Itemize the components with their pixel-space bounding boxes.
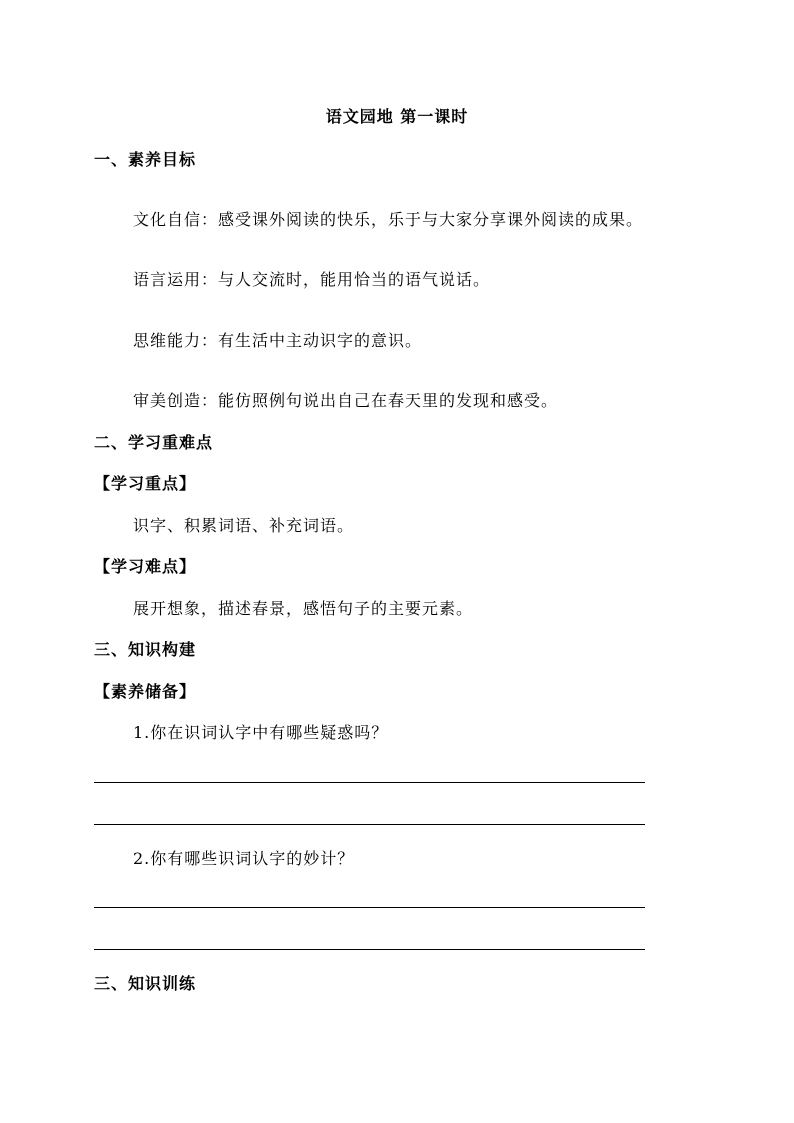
answer-line[interactable] (94, 949, 645, 950)
question-2: 2.你有哪些识词认字的妙计？ (133, 849, 355, 868)
page-title: 语文园地 第一课时 (325, 107, 469, 126)
goal-item-culture: 文化自信：感受课外阅读的快乐，乐于与大家分享课外阅读的成果。 (133, 210, 644, 229)
goal-item-thinking: 思维能力：有生活中主动识字的意识。 (133, 331, 423, 350)
answer-line[interactable] (94, 782, 645, 783)
goal-item-aesthetics: 审美创造：能仿照例句说出自己在春天里的发现和感受。 (133, 391, 559, 410)
answer-line[interactable] (94, 907, 645, 908)
difficulty-text: 展开想象，描述春景，感悟句子的主要元素。 (133, 599, 474, 618)
answer-line[interactable] (94, 824, 645, 825)
focus-text: 识字、积累词语、补充词语。 (133, 516, 355, 535)
section-heading-knowledge-training: 三、知识训练 (94, 974, 197, 993)
prep-label: 【素养储备】 (94, 682, 197, 701)
difficulty-label: 【学习难点】 (94, 557, 197, 576)
goal-item-language: 语言运用：与人交流时，能用恰当的语气说话。 (133, 270, 491, 289)
focus-label: 【学习重点】 (94, 474, 197, 493)
question-1: 1.你在识词认字中有哪些疑惑吗？ (133, 723, 389, 742)
section-heading-knowledge-build: 三、知识构建 (94, 640, 197, 659)
section-heading-key-points: 二、学习重难点 (94, 433, 214, 452)
section-heading-goals: 一、素养目标 (94, 150, 197, 169)
